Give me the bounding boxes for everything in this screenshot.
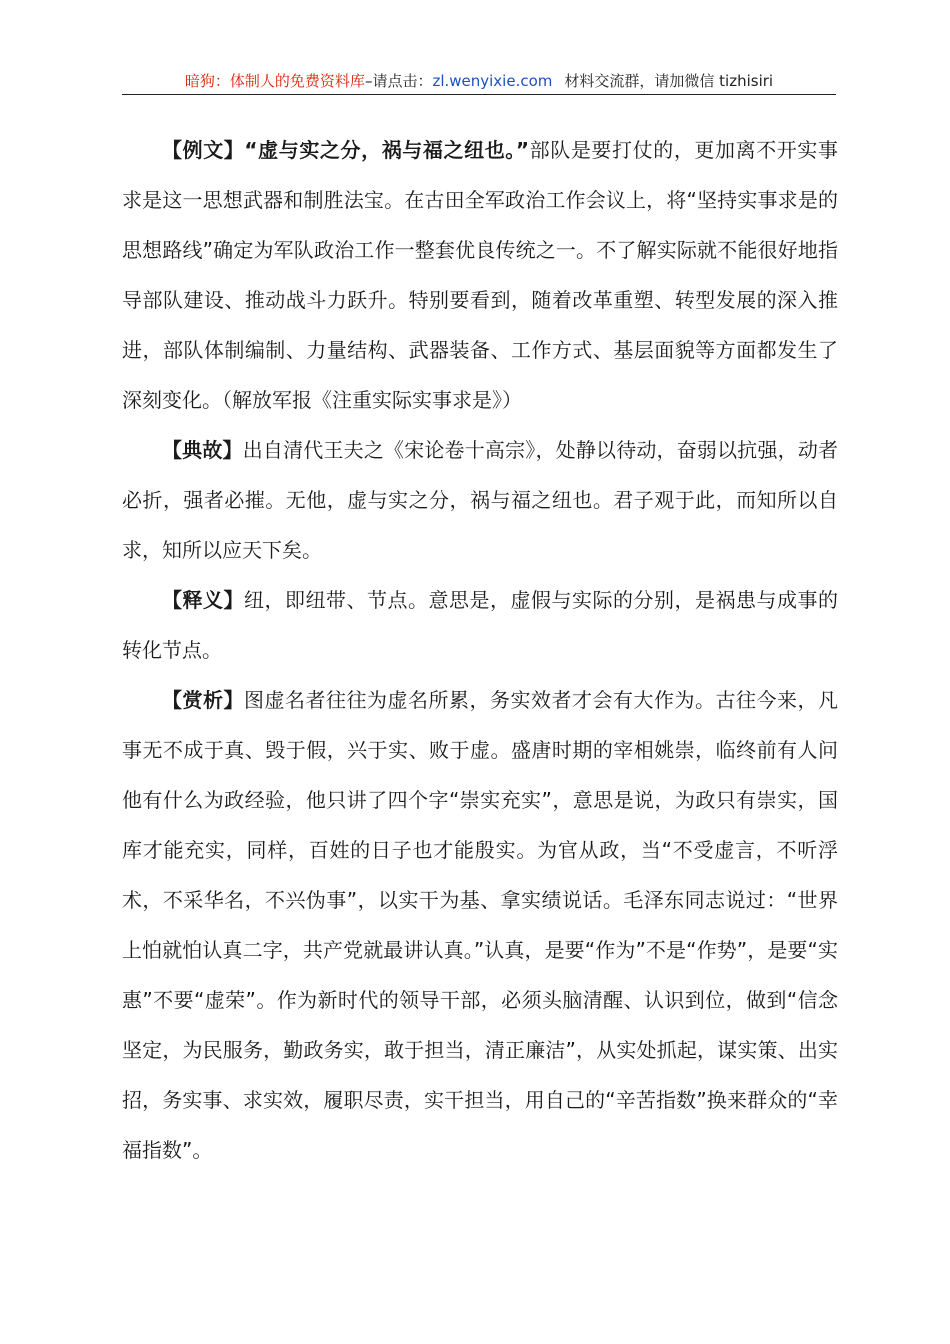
meaning-text: 纽，即纽带、节点。意思是，虚假与实际的分别，是祸患与成事的转化节点。: [122, 588, 838, 662]
header-contact: 材料交流群，请加微信 tizhisiri: [564, 72, 774, 90]
example-text: 部队是要打仗的，更加离不开实事求是这一思想武器和制胜法宝。在古田全军政治工作会议上，将“坚持实事求是的思想路线”确定为军队政治工作一整套优良传统之一。不了解实际就不能很好地指导部队建设、推动战斗力跃升。特别要看到，随着改革重塑、转型发展的深入推进，部队体制编制、力量结构、武器装备、工作方式、基层面貌等方面都发生了深刻变化。（解放军报《注重实际实事求是》）: [122, 138, 839, 412]
paragraph-example: [122, 125, 838, 425]
paragraph-meaning: [122, 575, 838, 675]
document-body: [122, 125, 838, 1175]
example-quote: “虚与实之分，祸与福之纽也。”: [244, 138, 530, 162]
page-header: [122, 68, 836, 95]
label-analysis: 【赏析】: [162, 688, 244, 712]
analysis-text: 图虚名者往往为虚名所累，务实效者才会有大作为。古往今来，凡事无不成于真、毁于假，兴于实、败于虚。盛唐时期的宰相姚崇，临终前有人问他有什么为政经验，他只讲了四个字“崇实充实”，意思是说，为政只有崇实，国库才能充实，同样，百姓的日子也才能殷实。为官从政，当“不受虚言，不听浮术，不采华名，不兴伪事”，以实干为基、拿实绩说话。毛泽东同志说过：“世界上怕就怕认真二字，共产党就最讲认真。”认真，是要“作为”不是“作势”，是要“实惠”不要“虚荣”。作为新时代的领导干部，必须头脑清醒、认识到位，做到“信念坚定，为民服务，勤政务实，敢于担当，清正廉洁”，从实处抓起，谋实策、出实招，务实事、求实效，履职尽责，实干担当，用自己的“辛苦指数”换来群众的“幸福指数”。: [122, 688, 838, 1162]
header-url-link[interactable]: zl.wenyixie.com: [432, 72, 553, 90]
label-meaning: 【释义】: [162, 588, 244, 612]
paragraph-analysis: [122, 675, 838, 1175]
paragraph-allusion: [122, 425, 838, 575]
allusion-text: 出自清代王夫之《宋论卷十高宗》，处静以待动，奋弱以抗强，动者必折，强者必摧。无他，虚与实之分，祸与福之纽也。君子观于此，而知所以自求，知所以应天下矣。: [122, 438, 839, 562]
header-site-name: 暗狗：体制人的免费资料库: [184, 72, 365, 90]
header-click-prompt: –请点击：: [364, 72, 433, 90]
label-allusion: 【典故】: [162, 438, 243, 462]
label-example: 【例文】: [162, 138, 245, 162]
